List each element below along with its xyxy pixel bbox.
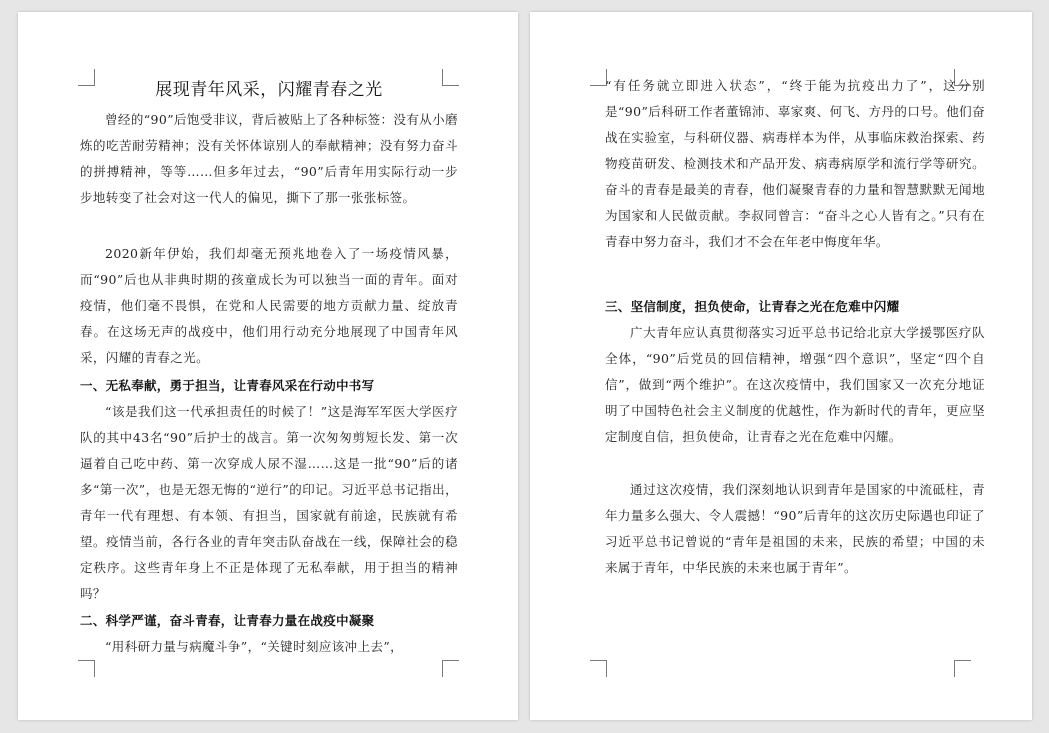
paragraph-section-2-cont: “有任务就立即进入状态”，“终于能为抗疫出力了”，这分别是“90”后科研工作者董锦沛、辜家爽、何飞、方丹的口号。他们奋战在实验室，与科研仪器、病毒样本为伴，从事临床救治探索、药物疫苗研发、检测技术和产品开发、病毒病原学和流行学等研究。奋斗的青春是最美的青春，他们凝聚青春的力量和智慧默默无闻地为国家和人民做贡献。李叔同曾言：“奋斗之心人皆有之。”只有在青春中努力奋斗，我们才不会在年老中悔度年华。 bbox=[605, 78, 985, 249]
margin-corner-mark bbox=[78, 660, 95, 677]
section-heading-2: 二、科学严谨，奋斗青春，让青春力量在战疫中凝聚 bbox=[80, 613, 375, 628]
paragraph-2020: 2020新年伊始，我们却毫无预兆地卷入了一场疫情风暴，而“90”后也从非典时期的孩童成长为可以独当一面的青年。面对疫情，他们毫不畏惧，在党和人民需要的地方贡献力量、绽放青春。在这场无声的战疫中，他们用行动充分地展现了中国青年风采，闪耀的青春之光。 bbox=[80, 246, 459, 365]
paragraph-intro: 曾经的“90”后饱受非议，背后被贴上了各种标签：没有从小磨炼的吃苦耐劳精神；没有关怀体谅别人的奉献精神；没有努力奋斗的拼搏精神，等等……但多年过去，“90”后青年用实际行动一步步地转变了社会对这一代人的偏见，撕下了那一张张标签。 bbox=[80, 112, 458, 205]
paragraph-section-3: 广大青年应认真贯彻落实习近平总书记给北京大学援鄂医疗队全体，“90”后党员的回信精神，增强“四个意识”，坚定“四个自信”，做到“两个维护”。在这次疫情中，我们国家又一次充分地证明了中国特色社会主义制度的优越性，作为新时代的青年，更应坚定制度自信，担负使命，让青春之光在危难中闪耀。 bbox=[605, 325, 985, 444]
margin-corner-mark bbox=[442, 660, 459, 677]
document-page-right bbox=[530, 12, 1032, 720]
document-page-left bbox=[18, 12, 518, 720]
section-heading-3: 三、坚信制度，担负使命，让青春之光在危难中闪耀 bbox=[605, 299, 900, 314]
margin-corner-mark bbox=[954, 660, 971, 677]
paragraph-conclusion: 通过这次疫情，我们深刻地认识到青年是国家的中流砥柱，青年力量多么强大、令人震撼！“90”后青年的这次历史际遇也印证了习近平总书记曾说的“青年是祖国的未来，民族的希望；中国的未来属于青年，中华民族的未来也属于青年”。 bbox=[605, 482, 985, 575]
paragraph-section-2-start: “用科研力量与病魔斗争”，“关键时刻应该冲上去”， bbox=[105, 639, 404, 654]
margin-corner-mark bbox=[590, 660, 607, 677]
section-heading-1: 一、无私奉献，勇于担当，让青春风采在行动中书写 bbox=[80, 378, 375, 393]
paragraph-section-1: “该是我们这一代承担责任的时候了！”这是海军军医大学医疗队的其中43名“90”后护士的战言。第一次匆匆剪短长发、第一次逼着自己吃中药、第一次穿成人尿不湿……这是一批“90”后的诸多“第一次”，也是无怨无悔的“逆行”的印记。习近平总书记指出，青年一代有理想、有本领、有担当，国家就有前途，民族就有希望。疫情当前，各行各业的青年突击队奋战在一线，保障社会的稳定秩序。这些青年身上不正是体现了无私奉献，用于担当的精神吗？ bbox=[80, 404, 458, 601]
document-title: 展现青年风采，闪耀青春之光 bbox=[155, 80, 383, 100]
